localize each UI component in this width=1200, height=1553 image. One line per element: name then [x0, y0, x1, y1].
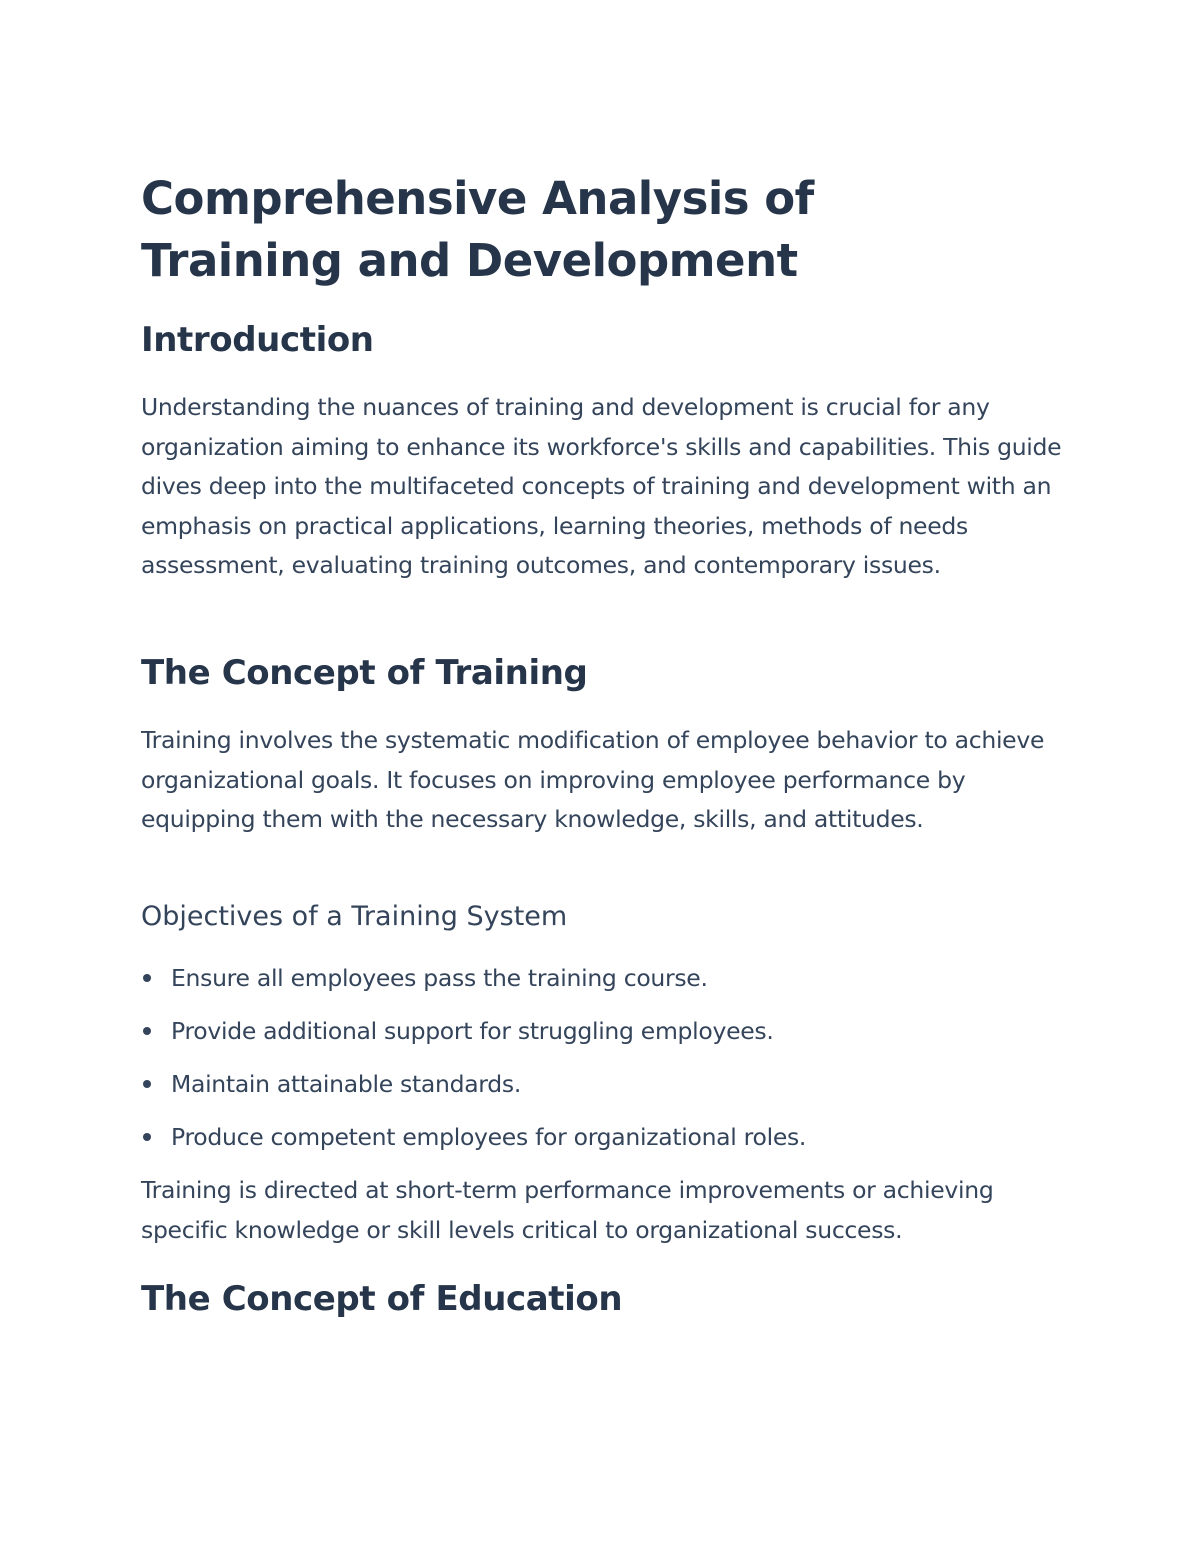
section-heading-education: The Concept of Education [141, 1279, 623, 1319]
section-heading-training: The Concept of Training [141, 653, 588, 693]
introduction-paragraph: Understanding the nuances of training and development is crucial for any organization aiming to enhance its workforce's skills and capabilities. This guide dives deep into the multifaceted concepts of training and development with an emphasis on practical applications, learning theories, methods of needs assessment, evaluating training outcomes, and contemporary issues. [141, 393, 1062, 579]
bullet-icon [143, 1080, 151, 1088]
list-item [141, 1120, 1066, 1173]
section-heading-introduction: Introduction [141, 320, 374, 360]
list-item [141, 961, 1066, 1014]
bullet-icon [143, 974, 151, 982]
bullet-icon [143, 1133, 151, 1141]
document-title: Comprehensive Analysis of Training and Development [141, 172, 814, 287]
list-item-text: Produce competent employees for organizational roles. [171, 1123, 807, 1151]
list-item-text: Provide additional support for struggling employees. [171, 1017, 774, 1045]
subsection-heading-objectives: Objectives of a Training System [141, 901, 568, 932]
list-item-text: Maintain attainable standards. [171, 1070, 521, 1098]
objectives-list [141, 961, 1066, 1173]
list-item [141, 1014, 1066, 1067]
bullet-icon [143, 1027, 151, 1035]
training-closing-paragraph: Training is directed at short-term performance improvements or achieving specific knowledge or skill levels critical to organizational success. [141, 1176, 994, 1244]
list-item-text: Ensure all employees pass the training course. [171, 964, 708, 992]
list-item [141, 1067, 1066, 1120]
training-paragraph: Training involves the systematic modification of employee behavior to achieve organizational goals. It focuses on improving employee performance by equipping them with the necessary knowledge, skills, and attitudes. [141, 726, 1045, 833]
